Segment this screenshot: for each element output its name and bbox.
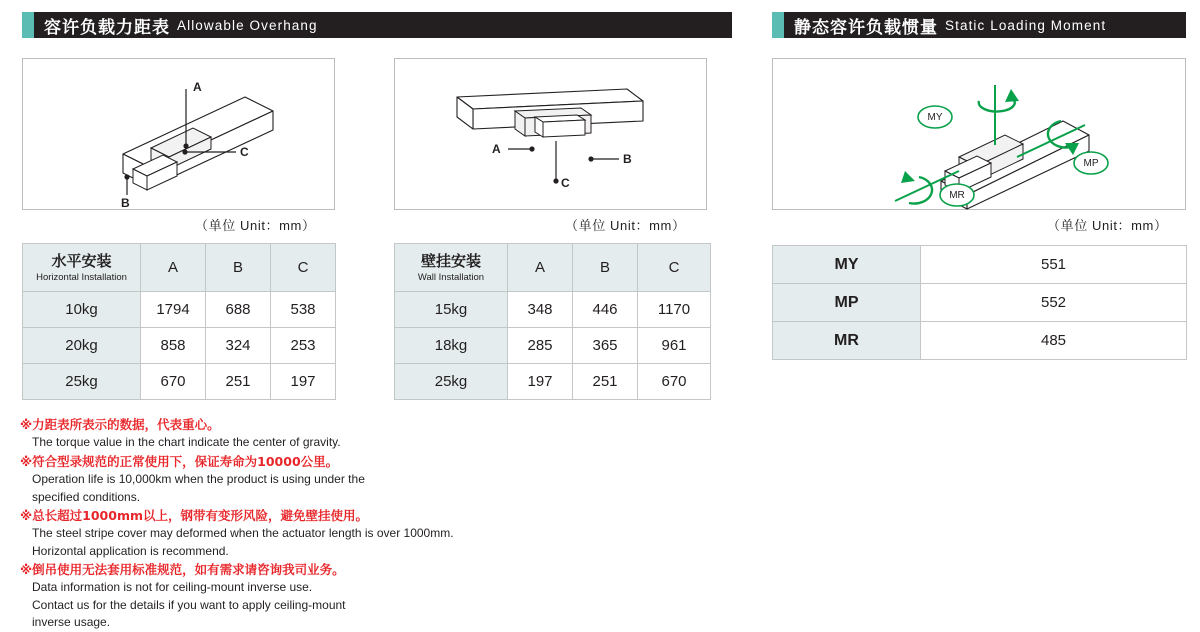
note-2-en-0: The steel stripe cover may deformed when the actuator length is over 1000mm. <box>32 526 454 541</box>
note-3-en-2: inverse usage. <box>32 615 111 630</box>
figure3-label-mr: MR <box>949 190 965 201</box>
figure1-label-b: B <box>121 196 130 210</box>
note-1-en-0: Operation life is 10,000km when the product is using under the <box>32 472 365 487</box>
figure2-label-a: A <box>492 142 501 156</box>
table3-row1-value: 552 <box>921 284 1187 322</box>
section-title-cn: 静态容许负载惯量 <box>794 17 938 38</box>
table2-row1-a: 285 <box>508 328 573 364</box>
figure3-label-mp: MP <box>1083 158 1099 169</box>
note-0-en-0: The torque value in the chart indicate the center of gravity. <box>32 435 341 450</box>
table-row <box>395 364 711 400</box>
section-header-allowable-overhang <box>22 12 732 38</box>
table2-row0-b: 446 <box>573 292 638 328</box>
section-title-en: Static Loading Moment <box>945 17 1107 33</box>
table1-row0-weight: 10kg <box>23 292 141 328</box>
section-title-en: Allowable Overhang <box>177 17 318 33</box>
table-row <box>395 292 711 328</box>
unit-label-figure2: （单位 Unit：mm） <box>565 218 686 233</box>
table2-corner-label <box>395 244 508 292</box>
table2-row2-weight: 25kg <box>395 364 508 400</box>
note-2-en-1: Horizontal application is recommend. <box>32 543 229 558</box>
table2-row0-a: 348 <box>508 292 573 328</box>
figure-static-loading-moment <box>772 58 1186 210</box>
table3-row2-name: MR <box>773 322 921 360</box>
table3-row1-name: MP <box>773 284 921 322</box>
note-1-cn: ※符合型录规范的正常使用下，保证寿命为10000公里。 <box>20 453 339 469</box>
table1-row2-b: 251 <box>206 364 271 400</box>
table-horizontal-installation <box>22 243 336 400</box>
table-row <box>395 328 711 364</box>
figure3-label-my: MY <box>927 112 943 123</box>
table1-corner-label <box>23 244 141 292</box>
table1-col-c: C <box>271 244 336 292</box>
section-title-cn: 容许负载力距表 <box>44 17 170 38</box>
note-2-cn: ※总长超过1000mm以上，钢带有变形风险，避免壁挂使用。 <box>20 507 368 523</box>
table-row <box>773 246 1187 284</box>
table1-col-b: B <box>206 244 271 292</box>
table2-row2-a: 197 <box>508 364 573 400</box>
table3-row0-name: MY <box>773 246 921 284</box>
table3-row2-value: 485 <box>921 322 1187 360</box>
table1-row0-c: 538 <box>271 292 336 328</box>
table2-label-cn: 壁挂安装 <box>420 251 481 270</box>
note-3-en-0: Data information is not for ceiling-mount inverse use. <box>32 580 313 595</box>
figure2-label-b: B <box>623 152 632 166</box>
figure-horizontal-installation <box>22 58 335 210</box>
table1-row2-a: 670 <box>141 364 206 400</box>
table2-row2-b: 251 <box>573 364 638 400</box>
table1-row0-a: 1794 <box>141 292 206 328</box>
table3-row0-value: 551 <box>921 246 1187 284</box>
table2-row1-c: 961 <box>638 328 711 364</box>
table2-col-a: A <box>508 244 573 292</box>
table2-row0-weight: 15kg <box>395 292 508 328</box>
table2-row2-c: 670 <box>638 364 711 400</box>
note-3-cn: ※倒吊使用无法套用标准规范，如有需求请咨询我司业务。 <box>20 562 345 578</box>
table1-row1-weight: 20kg <box>23 328 141 364</box>
figure1-label-a: A <box>193 80 202 94</box>
table-row <box>773 322 1187 360</box>
figure-horizontal-drawing <box>23 59 334 209</box>
note-3-en-1: Contact us for the details if you want to apply ceiling-mount <box>32 597 346 612</box>
table1-row1-b: 324 <box>206 328 271 364</box>
table-header-row <box>23 244 336 292</box>
figure2-label-c: C <box>561 176 570 190</box>
unit-label-figure3: （单位 Unit：mm） <box>1047 218 1168 233</box>
header-accent-bar <box>22 12 34 38</box>
table1-row2-weight: 25kg <box>23 364 141 400</box>
figure1-label-c: C <box>240 145 249 159</box>
table-wall-installation <box>394 243 711 400</box>
table1-row0-b: 688 <box>206 292 271 328</box>
figure-wall-installation <box>394 58 707 210</box>
table-header-row <box>395 244 711 292</box>
table1-row1-a: 858 <box>141 328 206 364</box>
figure-moment-drawing <box>773 59 1185 209</box>
table-static-loading-moment <box>772 245 1187 360</box>
notes-block <box>20 415 580 632</box>
table2-row1-b: 365 <box>573 328 638 364</box>
header-bar <box>34 12 732 38</box>
note-0-cn: ※力距表所表示的数据，代表重心。 <box>20 417 220 432</box>
table1-label-cn: 水平安装 <box>51 251 112 270</box>
table2-col-c: C <box>638 244 711 292</box>
note-1-en-1: specified conditions. <box>32 489 141 504</box>
header-bar <box>784 12 1186 38</box>
header-accent-bar <box>772 12 784 38</box>
table1-label-en: Horizontal Installation <box>36 271 127 283</box>
figure-wall-drawing <box>395 59 706 209</box>
table1-row2-c: 197 <box>271 364 336 400</box>
table2-col-b: B <box>573 244 638 292</box>
table2-row1-weight: 18kg <box>395 328 508 364</box>
table-row <box>23 364 336 400</box>
table-row <box>23 292 336 328</box>
table1-row1-c: 253 <box>271 328 336 364</box>
table-row <box>23 328 336 364</box>
table1-col-a: A <box>141 244 206 292</box>
unit-label-figure1: （单位 Unit：mm） <box>195 218 316 233</box>
table2-label-en: Wall Installation <box>417 271 485 283</box>
table-row <box>773 284 1187 322</box>
section-header-static-loading-moment <box>772 12 1186 38</box>
table2-row0-c: 1170 <box>638 292 711 328</box>
